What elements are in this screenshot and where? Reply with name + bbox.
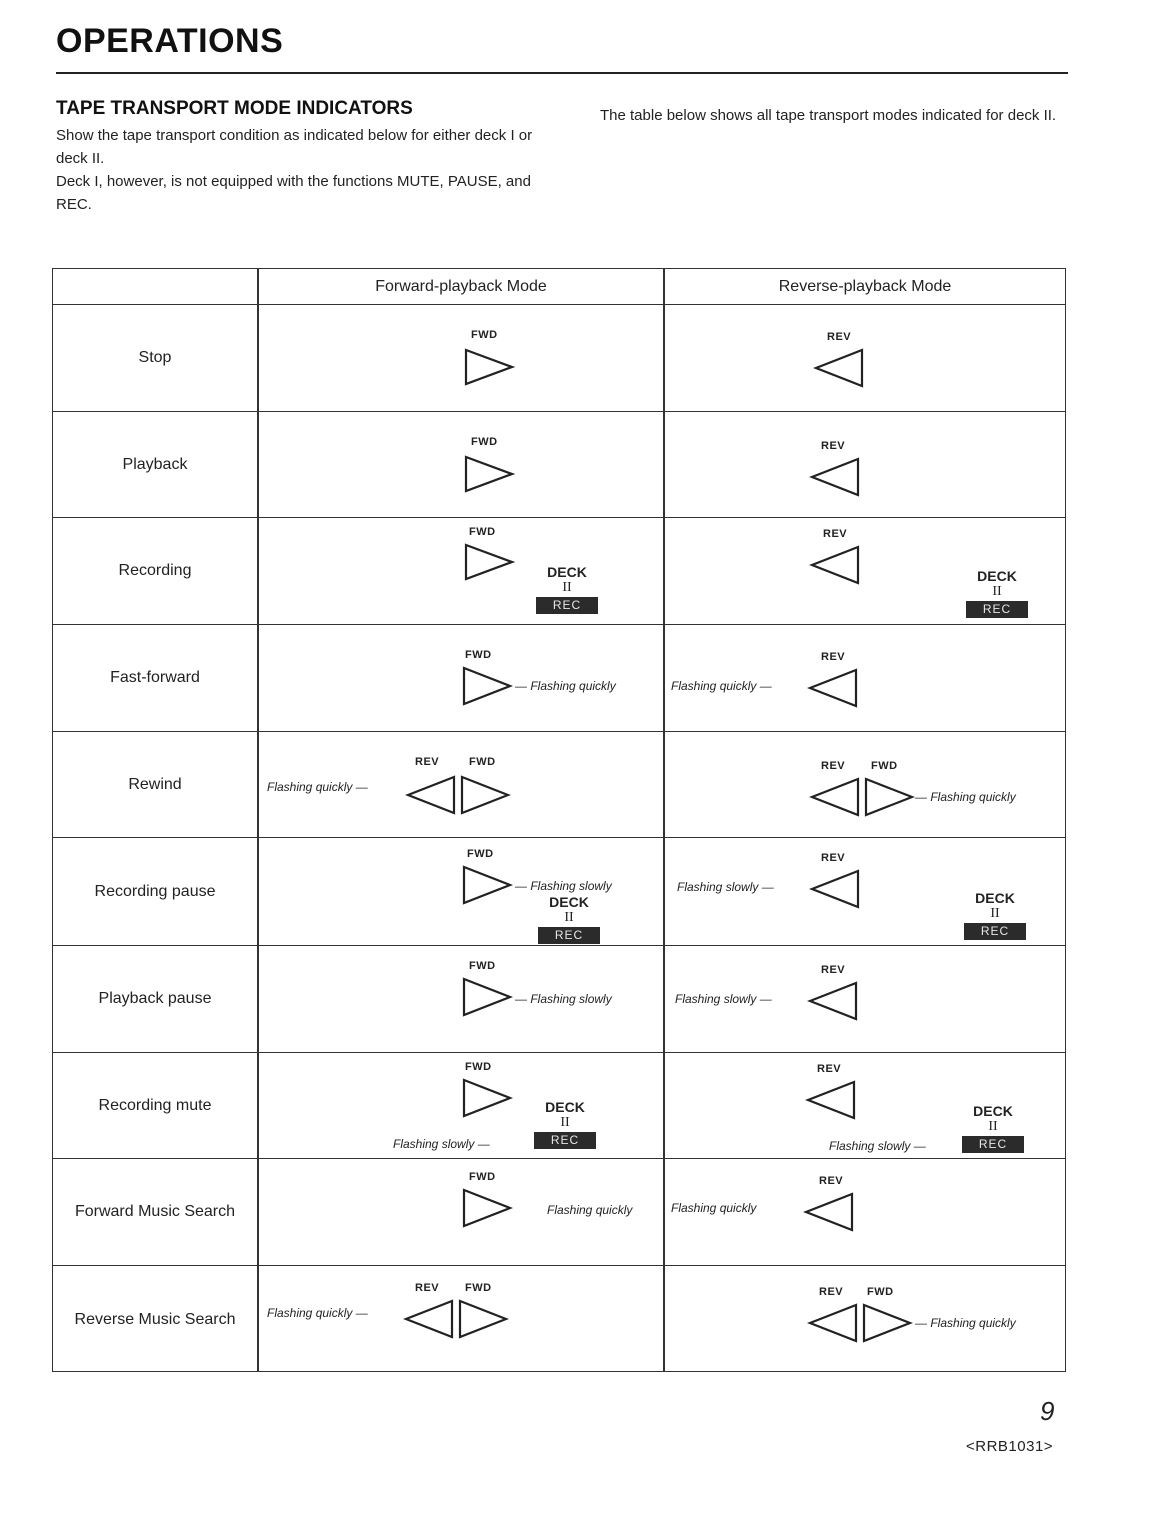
deck-label: DECK — [547, 564, 587, 580]
flashing-quickly-text: Flashing quickly — [530, 679, 616, 693]
deck-label: DECK — [545, 1099, 585, 1115]
deck-number: II — [560, 1115, 570, 1130]
rec-badge: REC — [534, 1132, 596, 1149]
forward-triangle-icon — [463, 454, 515, 494]
table-row — [53, 946, 1065, 1053]
table-header-row — [53, 269, 1065, 305]
column-header-forward: Forward-playback Mode — [375, 278, 547, 295]
flashing-note: — Flashing quickly — [915, 790, 1016, 804]
forward-cell — [259, 1266, 663, 1373]
fwd-label: FWD — [469, 756, 496, 768]
row-label: Reverse Music Search — [74, 1310, 236, 1328]
rev-label: REV — [821, 760, 846, 772]
reverse-cell — [665, 305, 1065, 411]
deck-rec-indicator — [965, 568, 1029, 618]
reverse-triangle-icon — [403, 1298, 455, 1340]
flashing-quickly-text: Flashing quickly — [671, 679, 757, 693]
rev-label: REV — [827, 331, 852, 343]
table-row — [53, 732, 1065, 838]
column-header-reverse: Reverse-playback Mode — [778, 278, 952, 295]
row-label: Playback pause — [98, 990, 212, 1007]
flashing-quickly-text: Flashing quickly — [930, 1316, 1016, 1330]
flashing-slowly-text: Flashing slowly — [677, 880, 759, 894]
flashing-slowly-text: Flashing slowly — [393, 1137, 475, 1151]
flashing-note: Flashing slowly — — [393, 1137, 490, 1151]
flashing-note: — Flashing quickly — [915, 1316, 1016, 1330]
deck-rec-indicator — [961, 1103, 1025, 1153]
title-rule — [56, 72, 1068, 74]
flashing-note: Flashing quickly — — [267, 1306, 368, 1320]
reverse-cell — [665, 1266, 1065, 1373]
fwd-label: FWD — [467, 848, 494, 860]
reverse-cell — [665, 946, 1065, 1052]
intro-right: The table below shows all tape transport modes indicated for deck II. — [600, 107, 1057, 124]
row-label: Forward Music Search — [74, 1203, 236, 1220]
table-row — [53, 1266, 1065, 1373]
table-row — [53, 412, 1065, 518]
fwd-label: FWD — [871, 760, 898, 772]
forward-triangle-icon — [459, 774, 511, 816]
reverse-triangle-icon — [805, 1079, 857, 1121]
flashing-note: Flashing quickly — — [267, 780, 368, 794]
reverse-cell — [665, 838, 1065, 945]
reverse-cell — [665, 518, 1065, 624]
flashing-slowly-text: Flashing slowly — [675, 992, 757, 1006]
table-row — [53, 1159, 1065, 1266]
deck-rec-indicator — [537, 894, 601, 944]
forward-cell — [259, 305, 663, 411]
mode-table — [52, 268, 1066, 1372]
flashing-note: Flashing slowly — — [677, 880, 774, 894]
flashing-quickly-text: Flashing quickly — [671, 1201, 757, 1215]
forward-cell — [259, 412, 663, 517]
forward-triangle-icon — [861, 1302, 913, 1344]
fwd-label: FWD — [469, 960, 496, 972]
rec-badge: REC — [536, 597, 598, 614]
flashing-note: Flashing slowly — — [675, 992, 772, 1006]
rec-badge: REC — [962, 1136, 1024, 1153]
rec-badge: REC — [538, 927, 600, 944]
fwd-label: FWD — [867, 1286, 894, 1298]
flashing-slowly-text: Flashing slowly — [530, 992, 612, 1006]
forward-triangle-icon — [461, 1187, 513, 1229]
flashing-slowly-text: Flashing slowly — [829, 1139, 911, 1153]
rev-label: REV — [415, 1282, 440, 1294]
deck-rec-indicator — [535, 564, 599, 614]
rev-label: REV — [821, 440, 846, 452]
reverse-cell — [665, 625, 1065, 731]
deck-rec-indicator — [963, 890, 1027, 940]
reverse-cell — [665, 412, 1065, 517]
deck-rec-indicator — [533, 1099, 597, 1149]
deck-number: II — [988, 1119, 998, 1134]
row-label: Recording mute — [98, 1096, 212, 1114]
forward-cell — [259, 1053, 663, 1158]
rev-label: REV — [821, 964, 846, 976]
deck-label: DECK — [549, 894, 589, 910]
flashing-slowly-text: Flashing slowly — [530, 879, 612, 893]
flashing-quickly-text: Flashing quickly — [267, 1306, 353, 1320]
reverse-triangle-icon — [807, 1302, 859, 1344]
forward-cell — [259, 625, 663, 731]
reverse-cell — [665, 1159, 1065, 1265]
flashing-quickly-text: Flashing quickly — [267, 780, 353, 794]
forward-triangle-icon — [461, 665, 513, 707]
flashing-note — [671, 1201, 756, 1215]
deck-number: II — [564, 910, 574, 925]
reverse-cell — [665, 732, 1065, 837]
row-label: Stop — [138, 349, 172, 366]
table-row — [53, 305, 1065, 412]
flashing-quickly-text: Flashing quickly — [930, 790, 1016, 804]
forward-triangle-icon — [461, 864, 513, 906]
deck-number: II — [992, 584, 1002, 599]
forward-cell — [259, 838, 663, 945]
intro-heading: TAPE TRANSPORT MODE INDICATORS — [56, 98, 413, 119]
fwd-label: FWD — [465, 1282, 492, 1294]
flashing-quickly-text: Flashing quickly — [547, 1203, 633, 1217]
flashing-note: Flashing quickly — — [671, 679, 772, 693]
rev-label: REV — [823, 528, 848, 540]
forward-cell — [259, 518, 663, 624]
flashing-note: — Flashing slowly — [515, 879, 612, 893]
table-row — [53, 838, 1065, 946]
intro-paragraph-1: Show the tape transport condition as indicated below for either deck I or deck II. — [56, 127, 533, 167]
flashing-note: — Flashing slowly — [515, 992, 612, 1006]
page-title: OPERATIONS — [56, 22, 284, 60]
rec-badge: REC — [966, 601, 1028, 618]
row-label: Fast-forward — [110, 669, 200, 686]
fwd-label: FWD — [469, 1171, 496, 1183]
forward-cell — [259, 946, 663, 1052]
rec-badge: REC — [964, 923, 1026, 940]
reverse-triangle-icon — [807, 980, 859, 1022]
deck-label: DECK — [973, 1103, 1013, 1119]
flashing-note — [547, 1203, 632, 1217]
rev-label: REV — [819, 1175, 844, 1187]
forward-cell — [259, 1159, 663, 1265]
rev-label: REV — [819, 1286, 844, 1298]
fwd-label: FWD — [471, 436, 498, 448]
intro-left — [56, 98, 546, 216]
reverse-triangle-icon — [809, 456, 861, 498]
table-row — [53, 625, 1065, 732]
forward-triangle-icon — [461, 976, 513, 1018]
rev-label: REV — [817, 1063, 842, 1075]
row-label: Recording — [118, 562, 192, 579]
table-row — [53, 1053, 1065, 1159]
forward-triangle-icon — [863, 776, 915, 818]
flashing-note: — Flashing quickly — [515, 679, 616, 693]
reverse-triangle-icon — [807, 667, 859, 709]
forward-triangle-icon — [463, 542, 515, 582]
reverse-cell — [665, 1053, 1065, 1158]
reverse-triangle-icon — [813, 347, 865, 389]
page-number: 9 — [1040, 1396, 1055, 1426]
reverse-triangle-icon — [809, 776, 861, 818]
rev-label: REV — [415, 756, 440, 768]
row-label: Rewind — [128, 775, 182, 793]
rev-label: REV — [821, 852, 846, 864]
reverse-triangle-icon — [803, 1191, 855, 1233]
row-label: Playback — [122, 455, 188, 473]
deck-number: II — [990, 906, 1000, 921]
forward-triangle-icon — [463, 347, 515, 387]
reverse-triangle-icon — [405, 774, 457, 816]
deck-label: DECK — [975, 890, 1015, 906]
forward-triangle-icon — [461, 1077, 513, 1119]
fwd-label: FWD — [465, 649, 492, 661]
flashing-note: Flashing slowly — — [829, 1139, 926, 1153]
fwd-label: FWD — [471, 329, 498, 341]
reverse-triangle-icon — [809, 544, 861, 586]
deck-label: DECK — [977, 568, 1017, 584]
table-row — [53, 518, 1065, 625]
fwd-label: FWD — [465, 1061, 492, 1073]
row-label: Recording pause — [94, 882, 216, 900]
fwd-label: FWD — [469, 526, 496, 538]
deck-number: II — [562, 580, 572, 595]
forward-triangle-icon — [457, 1298, 509, 1340]
forward-cell — [259, 732, 663, 837]
document-code: <RRB1031> — [966, 1438, 1054, 1455]
intro-paragraph-2: Deck I, however, is not equipped with the functions MUTE, PAUSE, and REC. — [56, 173, 531, 213]
reverse-triangle-icon — [809, 868, 861, 910]
rev-label: REV — [821, 651, 846, 663]
